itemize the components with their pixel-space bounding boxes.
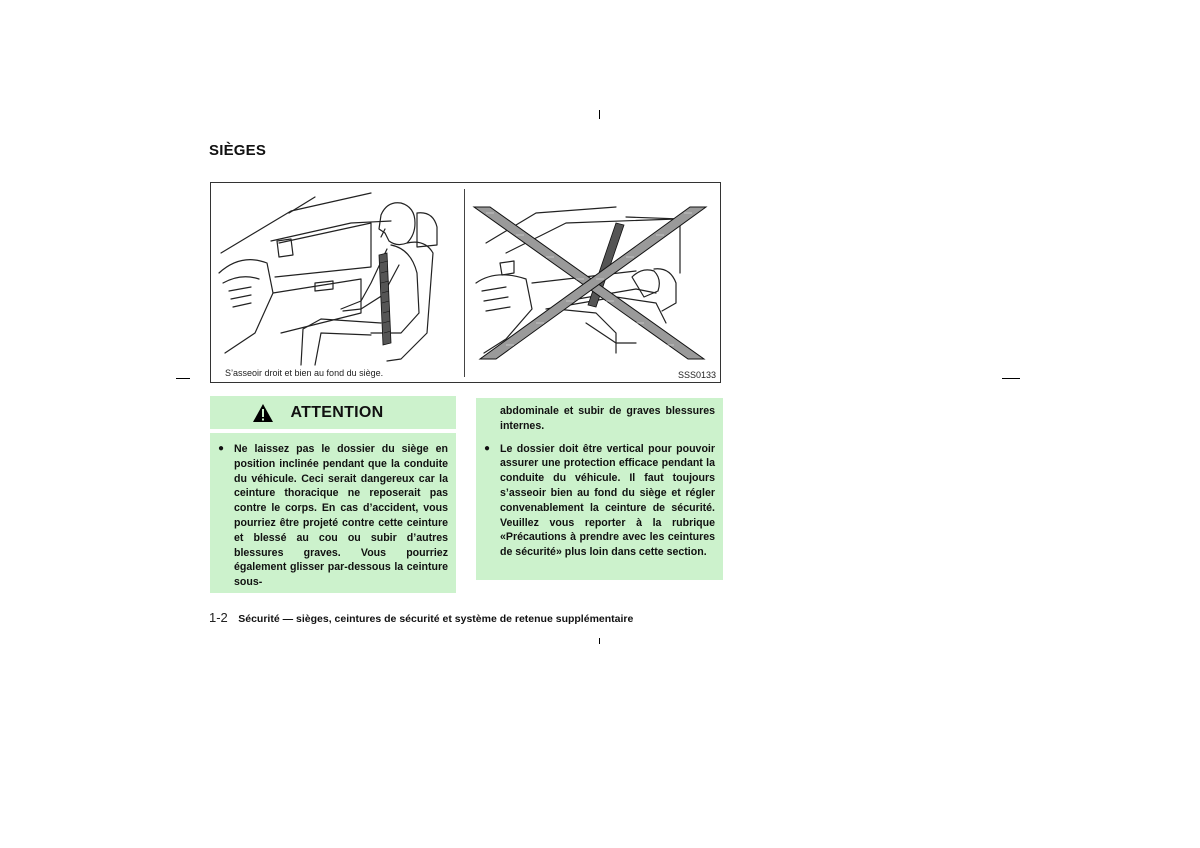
figure-code: SSS0133: [677, 370, 716, 380]
crop-mark-left: [176, 378, 190, 379]
crop-mark-bottom: [599, 638, 600, 644]
page-footer: [209, 609, 633, 627]
warning-column-left: [210, 433, 456, 593]
correct-posture-drawing: [211, 183, 464, 368]
section-title: SIÈGES: [209, 142, 267, 159]
warning-item: [218, 442, 448, 590]
warning-triangle-icon: [252, 403, 274, 423]
bullet-icon: ●: [484, 442, 491, 454]
figure-caption: S’asseoir droit et bien au fond du siège.: [225, 368, 384, 378]
warning-item: [484, 442, 715, 560]
bullet-icon: ●: [218, 443, 225, 454]
crop-mark-top: [599, 110, 600, 119]
warning-column-right: [476, 398, 723, 580]
footer-title: Sécurité — sièges, ceintures de sécurité et système de retenue supplémentaire: [238, 613, 634, 625]
warning-title: ATTENTION: [290, 403, 384, 421]
seating-illustration: [210, 182, 721, 383]
page-number: 1-2: [209, 610, 228, 625]
crop-mark-right: [1002, 378, 1020, 379]
warning-item-text: Le dossier doit être vertical pour pouvoir assurer une protection efficace pendant la conduite du véhicule. Il faut toujours s’asseoir bien au fond du siège et régler convenablement la ceinture de sécurité. Veuillez vous reporter à la rubrique «Précautions à prendre avec les ceintures de sécurité» plus loin dans cette section.: [500, 442, 715, 559]
warning-item-text: Ne laissez pas le dossier du siège en position inclinée pendant que la conduite du véhicule. Ceci serait dangereux car la ceinture thoracique ne reposerait pas contre le corps. En cas d’accident, vous pourriez être projeté contre cette ceinture et blessé au cou ou subir d’autres blessures graves. Vous pourriez également glisser par-dessous la ceinture sous-: [234, 443, 448, 589]
warning-item-continuation: abdominale et subir de graves blessures internes.: [500, 405, 715, 432]
incorrect-posture-drawing: [466, 183, 720, 368]
panel-divider: [464, 189, 465, 377]
warning-header: [210, 396, 456, 429]
